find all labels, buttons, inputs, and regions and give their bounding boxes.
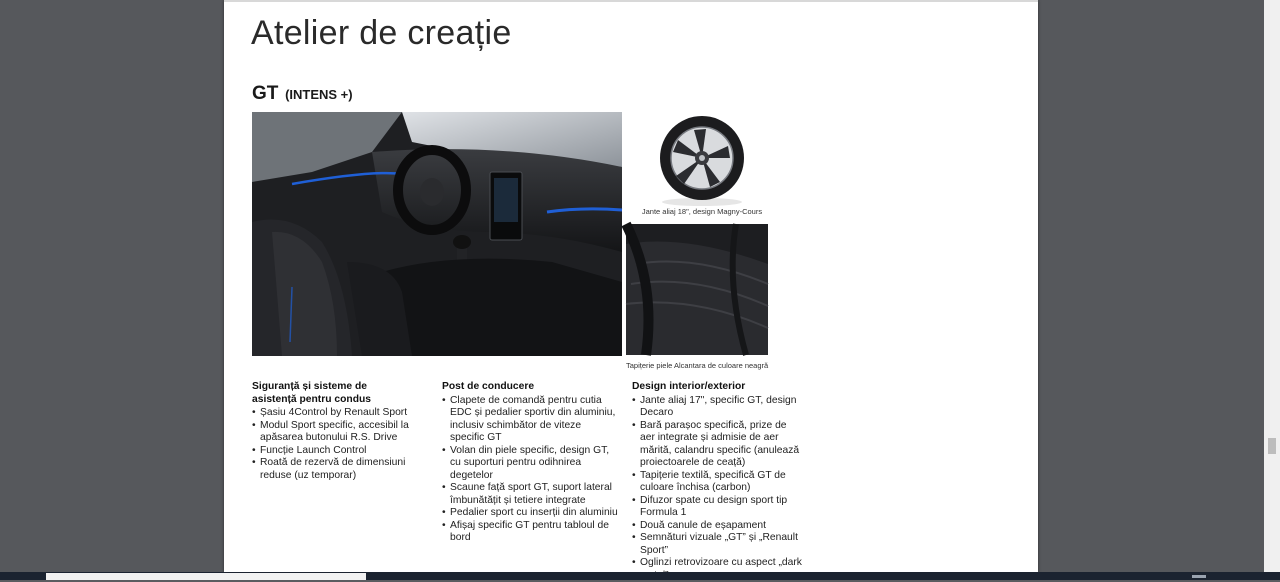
list-item: • Două canule de eșapament [632,520,804,533]
list-item: • Roată de rezervă de dimensiuni reduse (uz temporar) [252,457,412,482]
list-item: • Tapițerie textilă, specifică GT de culoare închisa (carbon) [632,470,804,495]
scrollbar-thumb[interactable] [1268,438,1276,454]
model-name: GT [252,83,278,104]
features-safety-list [252,407,412,482]
list-item: • Funcție Launch Control [252,445,412,458]
list-item: • Difuzor spate cu design sport tip Formula 1 [632,495,804,520]
column-heading-cockpit: Post de conducere [442,381,618,394]
vertical-scrollbar[interactable] [1264,0,1280,572]
list-item: • Pedalier sport cu inserții din aluminiu [442,507,618,520]
column-heading-safety: Siguranță și sisteme de asistență pentru condus [252,381,412,406]
list-item: • Jante aliaj 17", specific GT, design Decaro [632,395,804,420]
car-interior-illustration [252,112,622,356]
list-item: • Scaune față sport GT, suport lateral îmbunătățit și tetiere integrate [442,482,618,507]
list-item: • Clapete de comandă pentru cutia EDC și pedalier sportiv din aluminiu, inclusiv schimbător de viteze specific GT [442,395,618,445]
os-taskbar [0,572,1280,580]
list-item: • Modul Sport specific, accesibil la apăsarea butonului R.S. Drive [252,420,412,445]
list-item: • Volan din piele specific, design GT, cu suporturi pentru odihnirea degetelor [442,445,618,483]
features-design-list [632,395,804,582]
car-interior-photo [252,112,622,356]
list-item: • Șasiu 4Control by Renault Sport [252,407,412,420]
tray-icon [1192,575,1206,578]
features-cockpit-list [442,395,618,545]
list-item: • Semnături vizuale „GT” și „Renault Sport” [632,532,804,557]
trim-name: (INTENS +) [285,87,353,102]
list-item: • Bară parașoc specifică, prize de aer integrate și admisie de aer mărită, calandru specific (anulează proiectoarele de ceață) [632,420,804,470]
list-item: • Oglinzi retrovizoare cu aspect „dark [632,557,804,582]
seat-upholstery-illustration [626,224,768,355]
features-safety-column [252,381,412,482]
seat-upholstery-photo [626,224,768,355]
page-top-border [224,0,1038,2]
alloy-wheel-photo [634,112,764,207]
system-tray[interactable] [1192,572,1222,580]
list-item: • Afișaj specific GT pentru tabloul de bord [442,520,618,545]
seat-caption: Tapițerie piele Alcantara de culoare neagră [626,361,768,370]
page-title: Atelier de creație [251,14,512,53]
taskbar-search-box[interactable] [46,573,366,580]
document-page [224,0,1038,572]
features-design-column [632,381,804,582]
wheel-caption: Jante aliaj 18", design Magny-Cours [628,207,776,216]
alloy-wheel-illustration [634,112,764,207]
column-heading-design: Design interior/exterior [632,381,804,394]
features-cockpit-column [442,381,618,545]
model-heading [252,78,353,106]
